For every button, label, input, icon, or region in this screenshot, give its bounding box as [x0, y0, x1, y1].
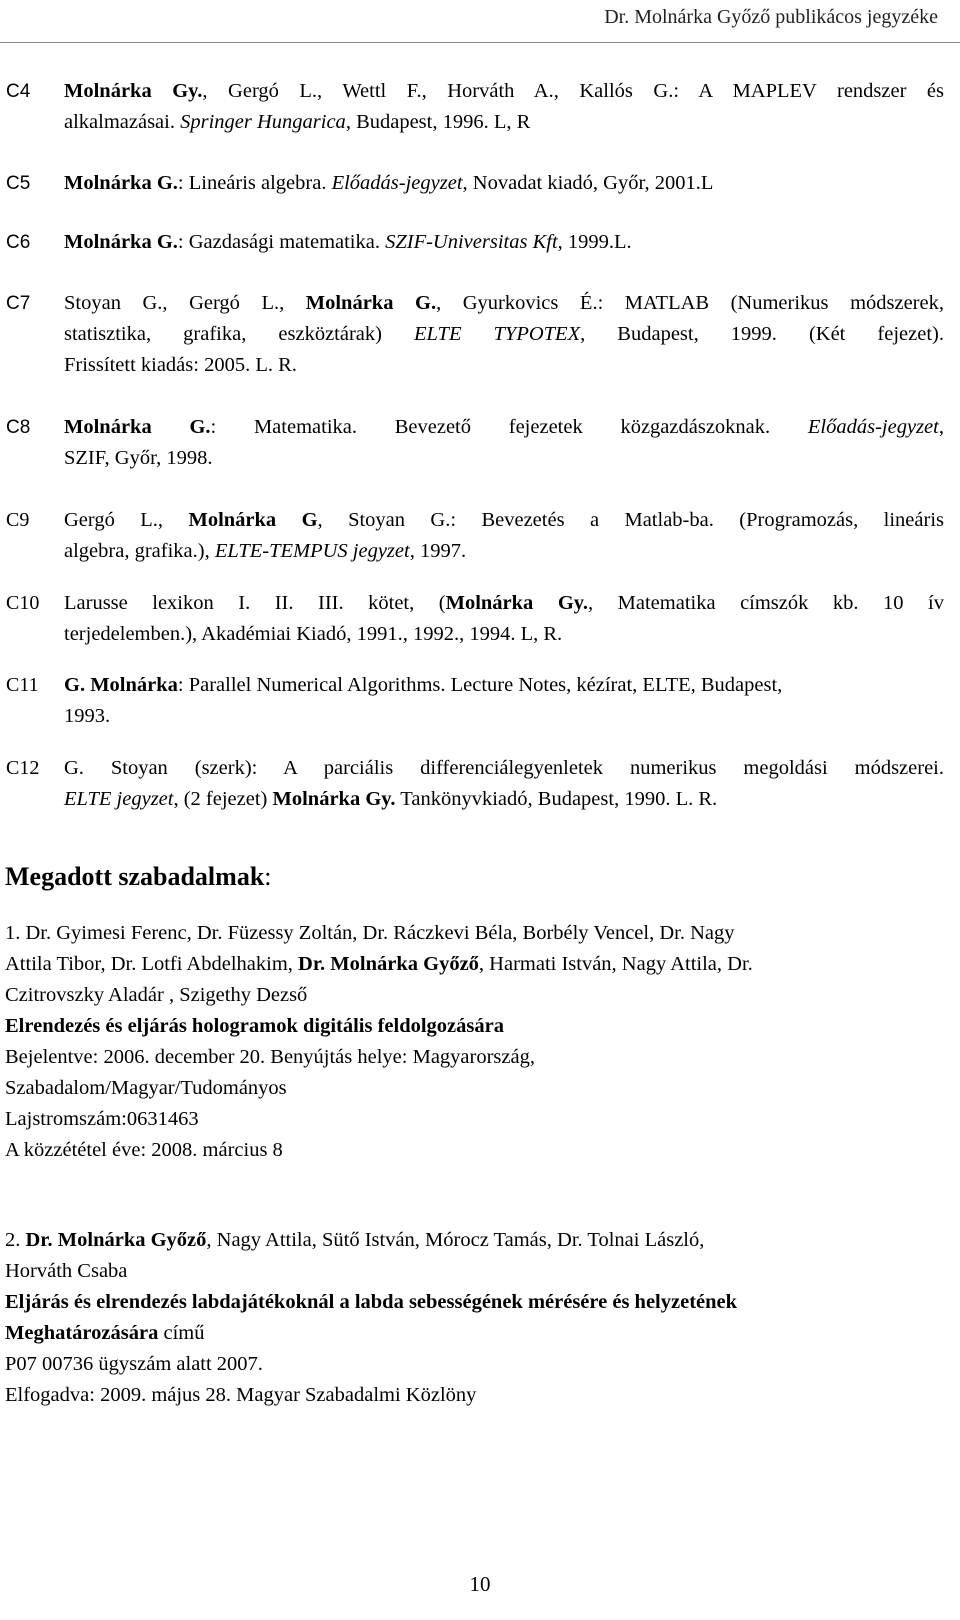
entry-line: algebra, grafika.), ELTE-TEMPUS jegyzet, 1997. — [64, 540, 467, 562]
entry-line: SZIF, Győr, 1998. — [64, 447, 213, 469]
entry-line: Gergó L., Molnárka G, Stoyan G.: Bevezetés a Matlab-ba. (Programozás, lineáris — [64, 509, 944, 531]
entry-code: C8 — [6, 417, 31, 438]
entry-code: C9 — [6, 509, 30, 531]
patent-item-2 — [5, 1225, 935, 1411]
patent-line: Horváth Csaba — [5, 1260, 128, 1282]
entry-code: C5 — [6, 173, 31, 194]
patent-line: A közzététel éve: 2008. március 8 — [5, 1139, 283, 1161]
patent-title: Eljárás és elrendezés labdajátékoknál a labda sebességének mérésére és helyzetének — [5, 1291, 738, 1313]
entry-line: G. Molnárka: Parallel Numerical Algorithms. Lecture Notes, kézírat, ELTE, Budapest, — [64, 674, 783, 696]
patent-line: P07 00736 ügyszám alatt 2007. — [5, 1353, 263, 1375]
patent-line: Czitrovszky Aladár , Szigethy Dezső — [5, 984, 308, 1006]
patent-line: Szabadalom/Magyar/Tudományos — [5, 1077, 287, 1099]
entry-text — [64, 168, 944, 199]
patent-title: Elrendezés és eljárás hologramok digitális feldolgozására — [5, 1015, 504, 1037]
entry-code: C12 — [6, 757, 40, 779]
entry-line: Molnárka Gy., Gergó L., Wettl F., Horváth A., Kallós G.: A MAPLEV rendszer és — [64, 80, 945, 102]
entry-line: alkalmazásai. Springer Hungarica, Budapest, 1996. L, R — [64, 111, 531, 133]
entry-line: Frissített kiadás: 2005. L. R. — [64, 354, 297, 376]
patent-line: Bejelentve: 2006. december 20. Benyújtás helye: Magyarország, — [5, 1046, 535, 1068]
page-number: 10 — [469, 1572, 491, 1596]
patent-title: Meghatározására című — [5, 1322, 205, 1344]
entry-text — [64, 288, 944, 381]
entry-line: Molnárka G.: Gazdasági matematika. SZIF-Universitas Kft, 1999.L. — [64, 231, 632, 253]
entry-text — [64, 227, 944, 258]
entry-text — [64, 670, 944, 732]
entry-text — [64, 753, 944, 815]
entry-code: C11 — [6, 674, 39, 696]
entry-code: C4 — [6, 81, 31, 102]
entry-line: ELTE jegyzet, (2 fejezet) Molnárka Gy. Tankönyvkiadó, Budapest, 1990. L. R. — [64, 788, 718, 810]
entry-line: 1993. — [64, 705, 111, 727]
patent-line: Attila Tibor, Dr. Lotfi Abdelhakim, Dr. Molnárka Győző, Harmati István, Nagy Attila, Dr. — [5, 953, 753, 975]
entry-line: Larusse lexikon I. II. III. kötet, (Molnárka Gy., Matematika címszók kb. 10 ív — [64, 592, 944, 614]
entry-text — [64, 505, 944, 567]
entry-line: statisztika, grafika, eszköztárak) ELTE TYPOTEX, Budapest, 1999. (Két fejezet). — [64, 323, 944, 345]
entry-line: G. Stoyan (szerk): A parciális differenciálegyenletek numerikus megoldási módszerei. — [64, 757, 944, 779]
running-header: Dr. Molnárka Győző publikácos jegyzéke — [604, 6, 938, 28]
entry-text — [64, 588, 944, 650]
entry-code: C10 — [6, 592, 40, 614]
entry-line: Molnárka G.: Lineáris algebra. Előadás-jegyzet, Novadat kiadó, Győr, 2001.L — [64, 172, 714, 194]
entry-code: C6 — [6, 232, 31, 253]
entry-line: terjedelemben.), Akadémiai Kiadó, 1991., 1992., 1994. L, R. — [64, 623, 563, 645]
patent-line: Elfogadva: 2009. május 28. Magyar Szabadalmi Közlöny — [5, 1384, 477, 1406]
entry-code: C7 — [6, 293, 31, 314]
patent-line: Lajstromszám:0631463 — [5, 1108, 199, 1130]
patent-item-1 — [5, 918, 935, 1166]
entry-text — [64, 412, 944, 474]
entry-line: Stoyan G., Gergó L., Molnárka G., Gyurkovics É.: MATLAB (Numerikus módszerek, — [64, 292, 944, 314]
patent-line: 2. Dr. Molnárka Győző, Nagy Attila, Sütő István, Mórocz Tamás, Dr. Tolnai László, — [5, 1229, 705, 1251]
entry-line: Molnárka G.: Matematika. Bevezető fejezetek közgazdászoknak. Előadás-jegyzet, — [64, 416, 944, 438]
patent-line: 1. Dr. Gyimesi Ferenc, Dr. Füzessy Zoltán, Dr. Ráczkevi Béla, Borbély Vencel, Dr. Nagy — [5, 922, 735, 944]
section-heading-patents: Megadott szabadalmak: — [5, 862, 272, 891]
entry-text — [64, 76, 944, 138]
header-rule — [0, 42, 960, 43]
